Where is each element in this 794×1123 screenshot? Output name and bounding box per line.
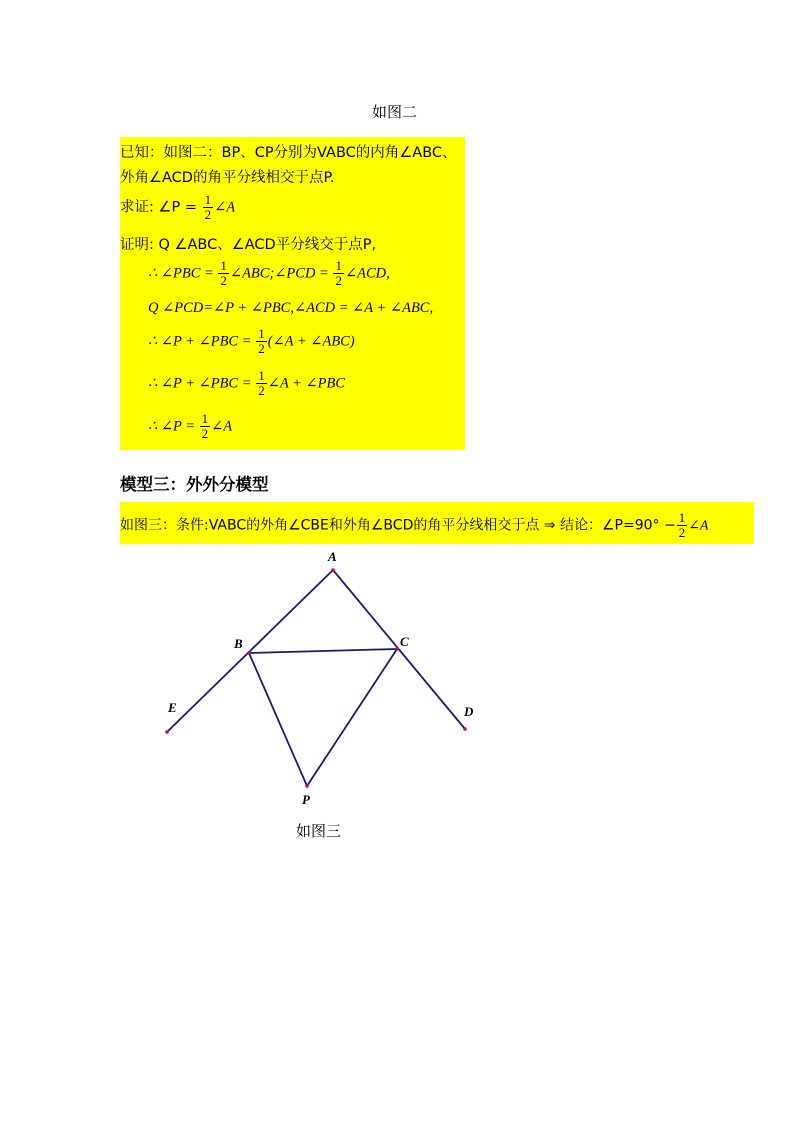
- model3-heading: 模型三：外外分模型: [120, 475, 269, 494]
- segment-C-P: [307, 649, 397, 786]
- point-B: [247, 651, 251, 655]
- fraction-half: $\frac{1}{2}$: [678, 510, 686, 540]
- proof-intro: 证明: Q ∠ABC、∠ACD平分线交于点P,: [120, 237, 377, 253]
- point-P: [305, 784, 309, 788]
- given-line-1: 已知：如图二：BP、CP分别为VABC的内角∠ABC、: [120, 145, 457, 161]
- label-A: A: [328, 549, 337, 564]
- segment-B-C: [249, 649, 397, 653]
- fraction-half: $\frac{1}{2}$: [258, 368, 265, 398]
- proof-step-2: Q ∠PCD=∠P + ∠PBC,∠ACD = ∠A + ∠ABC,: [148, 300, 434, 316]
- fraction-half: $\frac{1}{2}$: [335, 258, 342, 288]
- point-A: [331, 568, 335, 572]
- model3-statement: 如图三：条件:VABC的外角∠CBE和外角∠BCD的角平分线相交于点 ⇒ 结论：∠P=90° − $\frac{1}{2}$ ∠A: [120, 510, 709, 540]
- label-B: B: [234, 636, 243, 651]
- label-E: E: [168, 700, 177, 715]
- label-C: C: [400, 634, 409, 649]
- fraction-half: $\frac{1}{2}$: [204, 192, 212, 222]
- point-E: [165, 730, 169, 734]
- proof-step-4: ∴ ∠P + ∠PBC = $\frac{1}{2}$ ∠A + ∠PBC: [148, 368, 346, 398]
- prove-suffix: ∠A: [214, 199, 236, 216]
- label-D: D: [464, 704, 474, 719]
- proof-step-5: ∴ ∠P = $\frac{1}{2}$ ∠A: [148, 411, 233, 441]
- proof-step-1: ∴ ∠PBC = $\frac{1}{2}$ ∠ABC;∠PCD = $\frac{1}{2}$ ∠ACD,: [148, 258, 390, 288]
- point-D: [463, 727, 467, 731]
- label-P: P: [302, 792, 310, 807]
- given-line-2: 外角∠ACD的角平分线相交于点P.: [120, 170, 335, 186]
- proof-step-3: ∴ ∠P + ∠PBC = $\frac{1}{2}$ (∠A + ∠ABC): [148, 326, 355, 356]
- segment-B-P: [249, 653, 307, 786]
- point-C: [395, 647, 399, 651]
- prove-prefix: 求证: ∠P =: [120, 199, 202, 216]
- fraction-half: $\frac{1}{2}$: [258, 326, 265, 356]
- fraction-half: $\frac{1}{2}$: [201, 411, 209, 441]
- figure2-caption: 如图二: [372, 103, 418, 121]
- fraction-half: $\frac{1}{2}$: [220, 258, 227, 288]
- figure3-caption: 如图三: [296, 822, 342, 840]
